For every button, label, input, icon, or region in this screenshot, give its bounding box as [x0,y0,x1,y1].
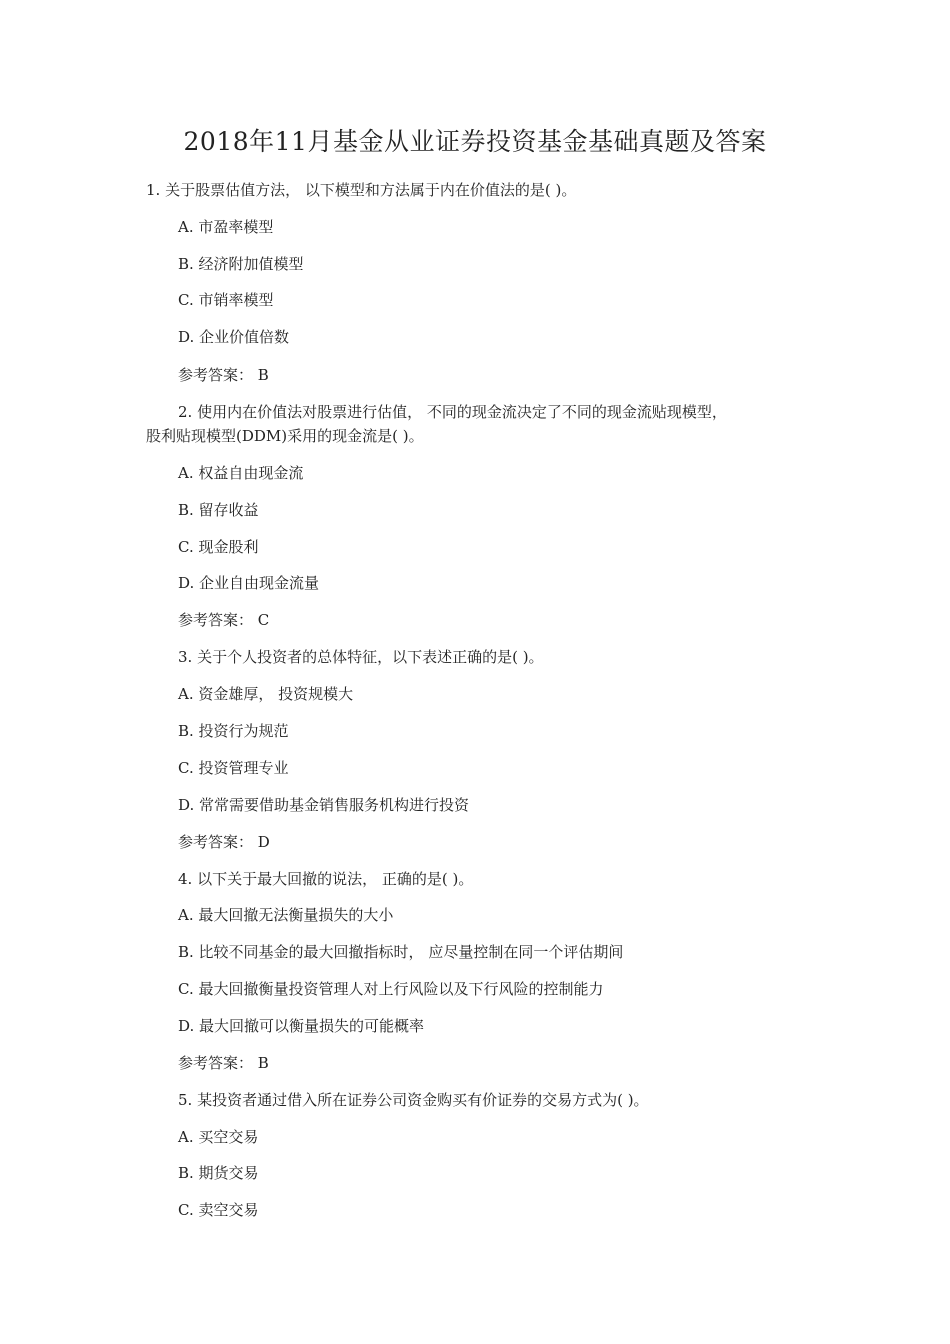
question-1-text: 1. 关于股票估值方法， 以下模型和方法属于内在价值法的是( )。 [146,181,577,199]
question-2-option-b: B. 留存收益 [178,501,259,519]
question-1-option-b: B. 经济附加值模型 [178,255,304,273]
question-2-option-a: A. 权益自由现金流 [178,464,304,482]
question-4-text: 4. 以下关于最大回撤的说法， 正确的是( )。 [178,870,474,888]
question-3-option-c: C. 投资管理专业 [178,759,289,777]
question-4-option-a: A. 最大回撤无法衡量损失的大小 [178,906,394,924]
question-4-answer: 参考答案： B [178,1054,269,1072]
question-2-text-cont: 股利贴现模型(DDM)采用的现金流是( )。 [146,427,424,445]
question-1-option-d: D. 企业价值倍数 [178,328,290,346]
document-title: 2018年11月基金从业证券投资基金基础真题及答案 [183,127,767,156]
question-4-option-c: C. 最大回撤衡量投资管理人对上行风险以及下行风险的控制能力 [178,980,604,998]
question-2-option-d: D. 企业自由现金流量 [178,574,320,592]
question-3-answer: 参考答案： D [178,833,270,851]
question-5-text: 5. 某投资者通过借入所在证券公司资金购买有价证券的交易方式为( )。 [178,1091,649,1109]
question-2-text: 2. 使用内在价值法对股票进行估值， 不同的现金流决定了不同的现金流贴现模型， [178,403,727,421]
question-2-option-c: C. 现金股利 [178,538,259,556]
question-2-answer: 参考答案： C [178,611,270,629]
question-4-option-d: D. 最大回撤可以衡量损失的可能概率 [178,1017,425,1035]
question-3-option-a: A. 资金雄厚， 投资规模大 [178,685,354,703]
question-3-option-d: D. 常常需要借助基金销售服务机构进行投资 [178,796,470,814]
question-5-option-a: A. 买空交易 [178,1128,259,1146]
question-3-text: 3. 关于个人投资者的总体特征，以下表述正确的是( )。 [178,648,544,666]
question-1-option-a: A. 市盈率模型 [178,218,274,236]
question-1-option-c: C. 市销率模型 [178,291,274,309]
question-3-option-b: B. 投资行为规范 [178,722,289,740]
question-5-option-b: B. 期货交易 [178,1164,259,1182]
question-1-answer: 参考答案： B [178,366,269,384]
question-4-option-b: B. 比较不同基金的最大回撤指标时， 应尽量控制在同一个评估期间 [178,943,624,961]
question-5-option-c: C. 卖空交易 [178,1201,259,1219]
